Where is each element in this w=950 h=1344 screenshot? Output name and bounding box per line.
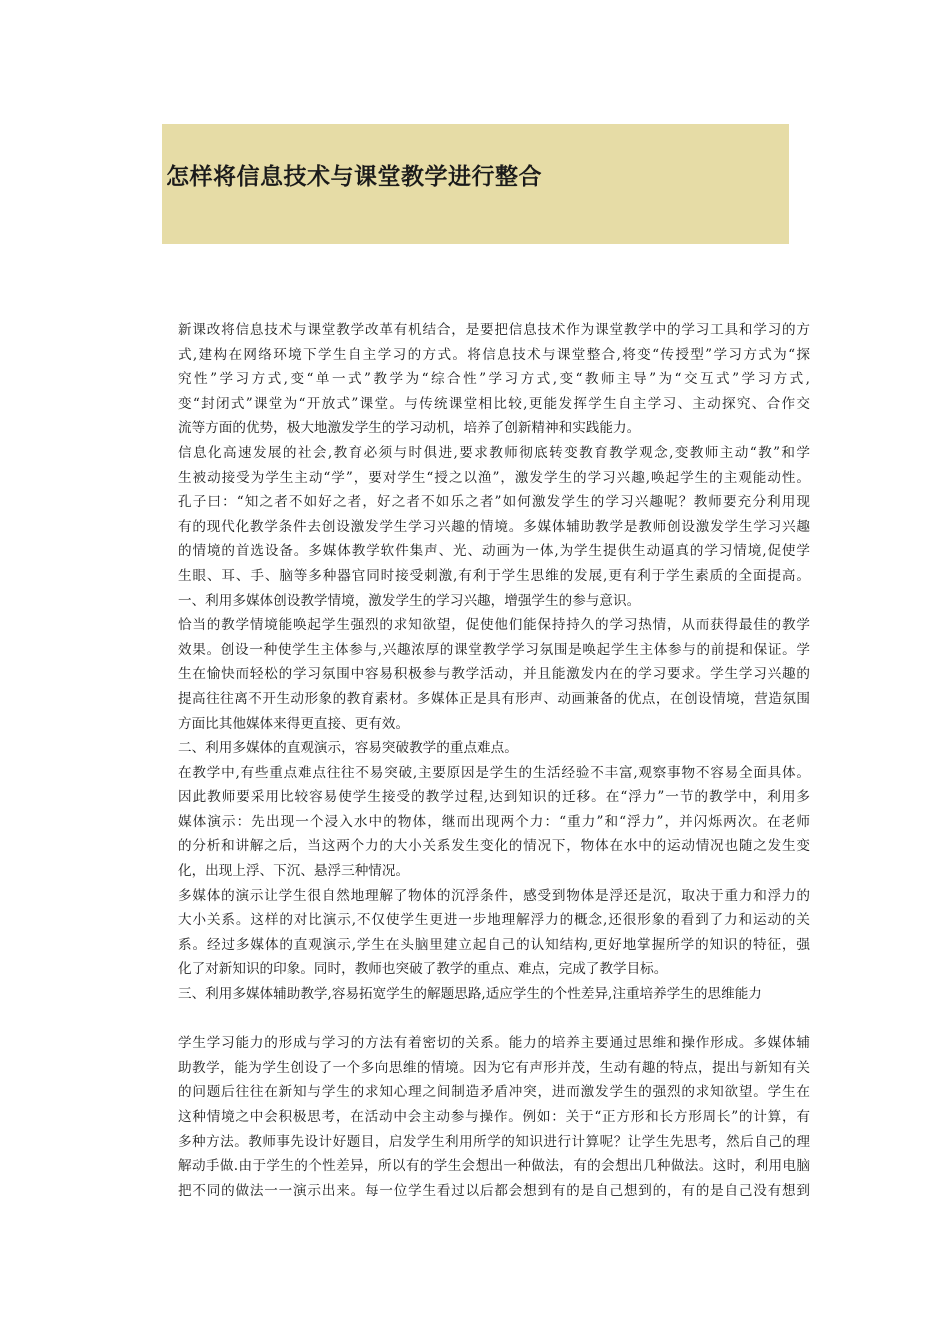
document-title: 怎样将信息技术与课堂教学进行整合 bbox=[166, 164, 542, 190]
text-line: 的问题后往往在新知与学生的求知心理之间制造矛盾冲突，进而激发学生的强烈的求知欲望。学生在 bbox=[178, 1084, 810, 1101]
text-line: 恰当的教学情境能唤起学生强烈的求知欲望，促使他们能保持持久的学习热情，从而获得最佳的教学 bbox=[178, 617, 810, 634]
title-banner bbox=[162, 124, 789, 244]
text-line: 学生学习能力的形成与学习的方法有着密切的关系。能力的培养主要通过思维和操作形成。多媒体辅 bbox=[178, 1035, 810, 1052]
text-line: 因此教师要采用比较容易使学生接受的教学过程,达到知识的迁移。在“浮力”一节的教学中，利用多 bbox=[178, 789, 810, 806]
text-line: 多媒体的演示让学生很自然地理解了物体的沉浮条件，感受到物体是浮还是沉，取决于重力和浮力的 bbox=[178, 887, 810, 904]
text-line: 多种方法。教师事先设计好题目，启发学生利用所学的知识进行计算呢？让学生先思考，然后自己的理 bbox=[178, 1133, 810, 1150]
text-line: 孔子曰：“知之者不如好之者，好之者不如乐之者”如何激发学生的学习兴趣呢？教师要充分利用现 bbox=[178, 494, 810, 511]
text-line: 三、利用多媒体辅助教学,容易拓宽学生的解题思路,适应学生的个性差异,注重培养学生的思维能力 bbox=[178, 986, 762, 1003]
text-line: 大小关系。这样的对比演示,不仅使学生更进一步地理解浮力的概念,还很形象的看到了力和运动的关 bbox=[178, 912, 810, 929]
text-line: 提高往往离不开生动形象的教育素材。多媒体正是具有形声、动画兼备的优点，在创设情境，营造氛围 bbox=[178, 690, 810, 707]
text-line: 新课改将信息技术与课堂教学改革有机结合，是要把信息技术作为课堂教学中的学习工具和学习的方 bbox=[178, 322, 810, 338]
text-line: 流等方面的优势，极大地激发学生的学习动机，培养了创新精神和实践能力。 bbox=[178, 420, 641, 437]
text-line: 变“封闭式”课堂为“开放式”课堂。与传统课堂相比较,更能发挥学生自主学习、主动探究、合作交 bbox=[178, 395, 810, 412]
text-line: 系。经过多媒体的直观演示,学生在头脑里建立起自己的认知结构,更好地掌握所学的知识的特征，强 bbox=[178, 936, 810, 953]
text-line: 效果。创设一种使学生主体参与,兴趣浓厚的课堂教学学习氛围是唤起学生主体参与的前提和保证。学 bbox=[178, 641, 810, 658]
text-line: 生在愉快而轻松的学习氛围中容易积极参与教学活动，并且能激发内在的学习要求。学生学习兴趣的 bbox=[178, 666, 810, 683]
text-line: 生眼、耳、手、脑等多种器官同时接受刺激,有利于学生思维的发展,更有利于学生素质的全面提高。 bbox=[178, 567, 810, 584]
text-line: 的情境的首选设备。多媒体教学软件集声、光、动画为一体,为学生提供生动逼真的学习情境,促使学 bbox=[178, 543, 810, 560]
text-line: 信息化高速发展的社会,教育必须与时俱进,要求教师彻底转变教育教学观念,变教师主动“教”和学 bbox=[178, 444, 810, 461]
text-line: 二、利用多媒体的直观演示，容易突破教学的重点难点。 bbox=[178, 740, 518, 757]
text-line: 把不同的做法一一演示出来。每一位学生看过以后都会想到有的是自己想到的，有的是自己没有想到 bbox=[178, 1182, 810, 1199]
document-body bbox=[178, 318, 810, 1203]
text-line: 的分析和讲解之后，当这两个力的大小关系发生变化的情况下，物体在水中的运动情况也随之发生变 bbox=[178, 838, 810, 855]
text-line: 究性”学习方式,变“单一式”教学为“综合性”学习方式,变“教师主导”为“交互式”学习方式, bbox=[178, 371, 810, 388]
text-line: 媒体演示：先出现一个浸入水中的物体，继而出现两个力：“重力”和“浮力”，并闪烁两次。在老师 bbox=[178, 813, 810, 830]
text-line: 化了对新知识的印象。同时，教师也突破了教学的重点、难点，完成了教学目标。 bbox=[178, 961, 668, 978]
text-line: 在教学中,有些重点难点往往不易突破,主要原因是学生的生活经验不丰富,观察事物不容易全面具体。 bbox=[178, 764, 810, 781]
text-line: 一、利用多媒体创设教学情境，激发学生的学习兴趣，增强学生的参与意识。 bbox=[178, 592, 641, 609]
text-line: 这种情境之中会积极思考，在活动中会主动参与操作。例如：关于“正方形和长方形周长”的计算，有 bbox=[178, 1109, 810, 1125]
text-line: 式,建构在网络环境下学生自主学习的方式。将信息技术与课堂整合,将变“传授型”学习方式为“探 bbox=[178, 346, 810, 363]
text-line: 生被动接受为学生主动“学”，要对学生“授之以渔”，激发学生的学习兴趣,唤起学生的主观能动性。 bbox=[178, 469, 810, 486]
text-line: 助教学，能为学生创设了一个多向思维的情境。因为它有声形并茂，生动有趣的特点，提出与新知有关 bbox=[178, 1059, 810, 1076]
text-line: 方面比其他媒体来得更直接、更有效。 bbox=[178, 715, 410, 732]
text-line: 化，出现上浮、下沉、悬浮三种情况。 bbox=[178, 863, 410, 880]
text-line: 有的现代化教学条件去创设激发学生学习兴趣的情境。多媒体辅助教学是教师创设激发学生学习兴趣 bbox=[178, 518, 810, 535]
text-line: 解动手做.由于学生的个性差异，所以有的学生会想出一种做法，有的会想出几种做法。这时，利用电脑 bbox=[178, 1158, 810, 1175]
paragraph-gap bbox=[178, 1007, 810, 1032]
